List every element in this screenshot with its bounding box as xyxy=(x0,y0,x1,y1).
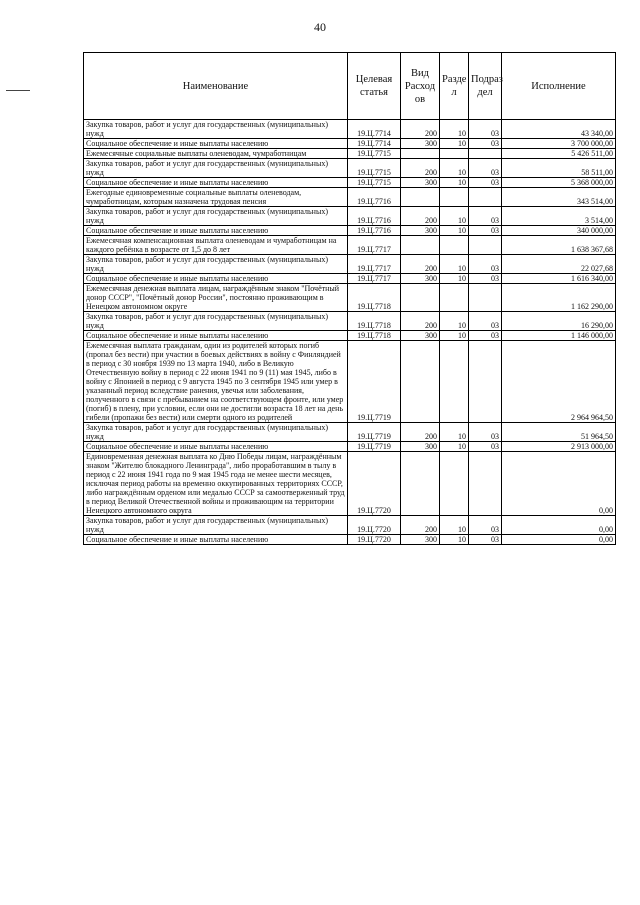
cell-article: 19.Ц.7715 xyxy=(348,178,401,188)
cell-article: 19.Ц.7720 xyxy=(348,452,401,516)
cell-article: 19.Ц.7718 xyxy=(348,331,401,341)
cell-subsection: 03 xyxy=(469,159,502,178)
cell-name: Единовременная денежная выплата ко Дню Победы лицам, награждённым знаком "Жителю блокадного Ленинграда", либо проработавшим в тылу в период с 22 июня 1941 года по 9 мая 1945 года не менее шести месяцев, исключая период работы на временно оккупированных территориях СССР, либо награждённым орденом или медалью СССР за самоотверженный труд в период Великой Отечественной войны и проживающим на территории Ненецкого автономного округа xyxy=(84,452,348,516)
cell-section: 10 xyxy=(440,274,469,284)
table-row xyxy=(84,452,616,516)
cell-name: Социальное обеспечение и иные выплаты населению xyxy=(84,226,348,236)
table-row xyxy=(84,442,616,452)
cell-execution: 2 913 000,00 xyxy=(502,442,616,452)
margin-mark xyxy=(6,90,30,91)
cell-execution: 51 964,50 xyxy=(502,423,616,442)
cell-section xyxy=(440,284,469,312)
cell-article: 19.Ц.7716 xyxy=(348,188,401,207)
cell-expense-type: 300 xyxy=(401,442,440,452)
cell-name: Ежемесячная денежная выплата лицам, награждённым знаком "Почётный донор СССР", "Почётный донор России", постоянно проживающим в Ненецком автономном округе xyxy=(84,284,348,312)
header-expense-type: Вид Расход ов xyxy=(401,53,440,120)
cell-section: 10 xyxy=(440,516,469,535)
cell-subsection xyxy=(469,452,502,516)
table-row xyxy=(84,274,616,284)
cell-execution: 5 368 000,00 xyxy=(502,178,616,188)
cell-article: 19.Ц.7718 xyxy=(348,284,401,312)
cell-subsection xyxy=(469,236,502,255)
cell-execution: 1 146 000,00 xyxy=(502,331,616,341)
table-row xyxy=(84,178,616,188)
cell-name: Социальное обеспечение и иные выплаты населению xyxy=(84,178,348,188)
cell-expense-type: 200 xyxy=(401,423,440,442)
cell-expense-type: 300 xyxy=(401,535,440,545)
cell-name: Социальное обеспечение и иные выплаты населению xyxy=(84,535,348,545)
cell-subsection xyxy=(469,284,502,312)
table-row xyxy=(84,423,616,442)
header-row xyxy=(84,53,616,120)
cell-execution: 343 514,00 xyxy=(502,188,616,207)
cell-execution: 58 511,00 xyxy=(502,159,616,178)
cell-subsection: 03 xyxy=(469,226,502,236)
cell-execution: 0,00 xyxy=(502,535,616,545)
cell-subsection: 03 xyxy=(469,178,502,188)
header-section: Разде л xyxy=(440,53,469,120)
cell-article: 19.Ц.7719 xyxy=(348,423,401,442)
cell-subsection xyxy=(469,149,502,159)
cell-article: 19.Ц.7714 xyxy=(348,120,401,139)
cell-section: 10 xyxy=(440,331,469,341)
cell-expense-type xyxy=(401,188,440,207)
cell-article: 19.Ц.7717 xyxy=(348,255,401,274)
cell-name: Закупка товаров, работ и услуг для государственных (муниципальных) нужд xyxy=(84,423,348,442)
cell-section xyxy=(440,236,469,255)
cell-execution: 3 700 000,00 xyxy=(502,139,616,149)
cell-section: 10 xyxy=(440,255,469,274)
cell-article: 19.Ц.7716 xyxy=(348,207,401,226)
table-row xyxy=(84,341,616,423)
cell-execution: 0,00 xyxy=(502,516,616,535)
cell-subsection: 03 xyxy=(469,312,502,331)
table-row xyxy=(84,207,616,226)
cell-subsection xyxy=(469,188,502,207)
cell-section xyxy=(440,188,469,207)
cell-article: 19.Ц.7719 xyxy=(348,442,401,452)
cell-name: Ежемесячная выплата гражданам, один из родителей которых погиб (пропал без вести) при участии в боевых действиях в войну с Финляндией в период с 30 ноября 1939 по 13 марта 1940, либо в Великую Отечественную войну в период с 22 июня 1941 по 9 (11) мая 1945, либо в войну с Японией в период с 9 августа 1945 по 3 сентября 1945 или умер в указанный период вследствие ранения, увечья или заболевания, полученного в связи с пребыванием на соответствующем фронте, или умер (погиб) в плену, при условии, если они не достигли возраста 18 лет на день гибели (пропажи без вести) или смерти одного из родителей xyxy=(84,341,348,423)
header-article: Целевая статья xyxy=(348,53,401,120)
cell-name: Ежемесячные социальные выплаты оленеводам, чумработницам xyxy=(84,149,348,159)
cell-subsection: 03 xyxy=(469,207,502,226)
cell-article: 19.Ц.7717 xyxy=(348,274,401,284)
cell-expense-type: 200 xyxy=(401,207,440,226)
table-row xyxy=(84,312,616,331)
cell-expense-type: 300 xyxy=(401,331,440,341)
cell-execution: 1 162 290,00 xyxy=(502,284,616,312)
cell-name: Закупка товаров, работ и услуг для государственных (муниципальных) нужд xyxy=(84,516,348,535)
cell-section: 10 xyxy=(440,442,469,452)
table-row xyxy=(84,139,616,149)
cell-name: Социальное обеспечение и иные выплаты населению xyxy=(84,442,348,452)
cell-execution: 340 000,00 xyxy=(502,226,616,236)
cell-section xyxy=(440,149,469,159)
cell-subsection: 03 xyxy=(469,120,502,139)
cell-execution: 0,00 xyxy=(502,452,616,516)
cell-name: Ежемесячная компенсационная выплата оленеводам и чумработницам на каждого ребёнка в возрасте от 1,5 до 8 лет xyxy=(84,236,348,255)
cell-name: Закупка товаров, работ и услуг для государственных (муниципальных) нужд xyxy=(84,312,348,331)
cell-expense-type xyxy=(401,341,440,423)
cell-subsection: 03 xyxy=(469,255,502,274)
cell-section: 10 xyxy=(440,226,469,236)
cell-subsection: 03 xyxy=(469,331,502,341)
cell-article: 19.Ц.7717 xyxy=(348,236,401,255)
cell-expense-type xyxy=(401,149,440,159)
cell-subsection: 03 xyxy=(469,442,502,452)
cell-article: 19.Ц.7720 xyxy=(348,535,401,545)
cell-subsection: 03 xyxy=(469,516,502,535)
cell-section: 10 xyxy=(440,207,469,226)
cell-execution: 16 290,00 xyxy=(502,312,616,331)
cell-section: 10 xyxy=(440,139,469,149)
cell-name: Закупка товаров, работ и услуг для государственных (муниципальных) нужд xyxy=(84,159,348,178)
cell-section: 10 xyxy=(440,159,469,178)
cell-name: Ежегодные единовременные социальные выплаты оленеводам, чумработницам, которым назначена трудовая пенсия xyxy=(84,188,348,207)
table-row xyxy=(84,226,616,236)
cell-expense-type: 200 xyxy=(401,255,440,274)
cell-section: 10 xyxy=(440,312,469,331)
cell-article: 19.Ц.7714 xyxy=(348,139,401,149)
table-row xyxy=(84,331,616,341)
cell-execution: 2 964 964,50 xyxy=(502,341,616,423)
cell-execution: 3 514,00 xyxy=(502,207,616,226)
cell-execution: 43 340,00 xyxy=(502,120,616,139)
cell-subsection: 03 xyxy=(469,423,502,442)
cell-expense-type xyxy=(401,236,440,255)
budget-table xyxy=(83,52,616,545)
table-row xyxy=(84,188,616,207)
page-number: 40 xyxy=(314,20,326,34)
cell-expense-type: 300 xyxy=(401,226,440,236)
cell-execution: 1 616 340,00 xyxy=(502,274,616,284)
cell-article: 19.Ц.7715 xyxy=(348,159,401,178)
cell-article: 19.Ц.7716 xyxy=(348,226,401,236)
cell-name: Социальное обеспечение и иные выплаты населению xyxy=(84,139,348,149)
cell-subsection xyxy=(469,341,502,423)
table-row xyxy=(84,284,616,312)
table-body xyxy=(84,120,616,545)
header-name: Наименование xyxy=(84,53,348,120)
table-row xyxy=(84,255,616,274)
cell-article: 19.Ц.7719 xyxy=(348,341,401,423)
cell-article: 19.Ц.7720 xyxy=(348,516,401,535)
cell-name: Социальное обеспечение и иные выплаты населению xyxy=(84,331,348,341)
cell-section: 10 xyxy=(440,120,469,139)
cell-subsection: 03 xyxy=(469,274,502,284)
cell-expense-type xyxy=(401,452,440,516)
cell-subsection: 03 xyxy=(469,139,502,149)
header-execution: Исполнение xyxy=(502,53,616,120)
cell-name: Закупка товаров, работ и услуг для государственных (муниципальных) нужд xyxy=(84,120,348,139)
cell-section: 10 xyxy=(440,423,469,442)
cell-name: Социальное обеспечение и иные выплаты населению xyxy=(84,274,348,284)
cell-expense-type xyxy=(401,284,440,312)
cell-expense-type: 300 xyxy=(401,139,440,149)
cell-expense-type: 200 xyxy=(401,120,440,139)
cell-execution: 1 638 367,68 xyxy=(502,236,616,255)
cell-name: Закупка товаров, работ и услуг для государственных (муниципальных) нужд xyxy=(84,207,348,226)
cell-section: 10 xyxy=(440,178,469,188)
cell-article: 19.Ц.7718 xyxy=(348,312,401,331)
cell-subsection: 03 xyxy=(469,535,502,545)
cell-name: Закупка товаров, работ и услуг для государственных (муниципальных) нужд xyxy=(84,255,348,274)
header-subsection: Подраз дел xyxy=(469,53,502,120)
cell-expense-type: 200 xyxy=(401,312,440,331)
cell-expense-type: 200 xyxy=(401,516,440,535)
cell-execution: 5 426 511,00 xyxy=(502,149,616,159)
table-row xyxy=(84,120,616,139)
table-row xyxy=(84,516,616,535)
cell-section xyxy=(440,341,469,423)
table-row xyxy=(84,159,616,178)
table-row xyxy=(84,535,616,545)
cell-article: 19.Ц.7715 xyxy=(348,149,401,159)
cell-expense-type: 300 xyxy=(401,274,440,284)
cell-expense-type: 200 xyxy=(401,159,440,178)
table-row xyxy=(84,236,616,255)
cell-execution: 22 027,68 xyxy=(502,255,616,274)
cell-section: 10 xyxy=(440,535,469,545)
cell-expense-type: 300 xyxy=(401,178,440,188)
table-row xyxy=(84,149,616,159)
cell-section xyxy=(440,452,469,516)
